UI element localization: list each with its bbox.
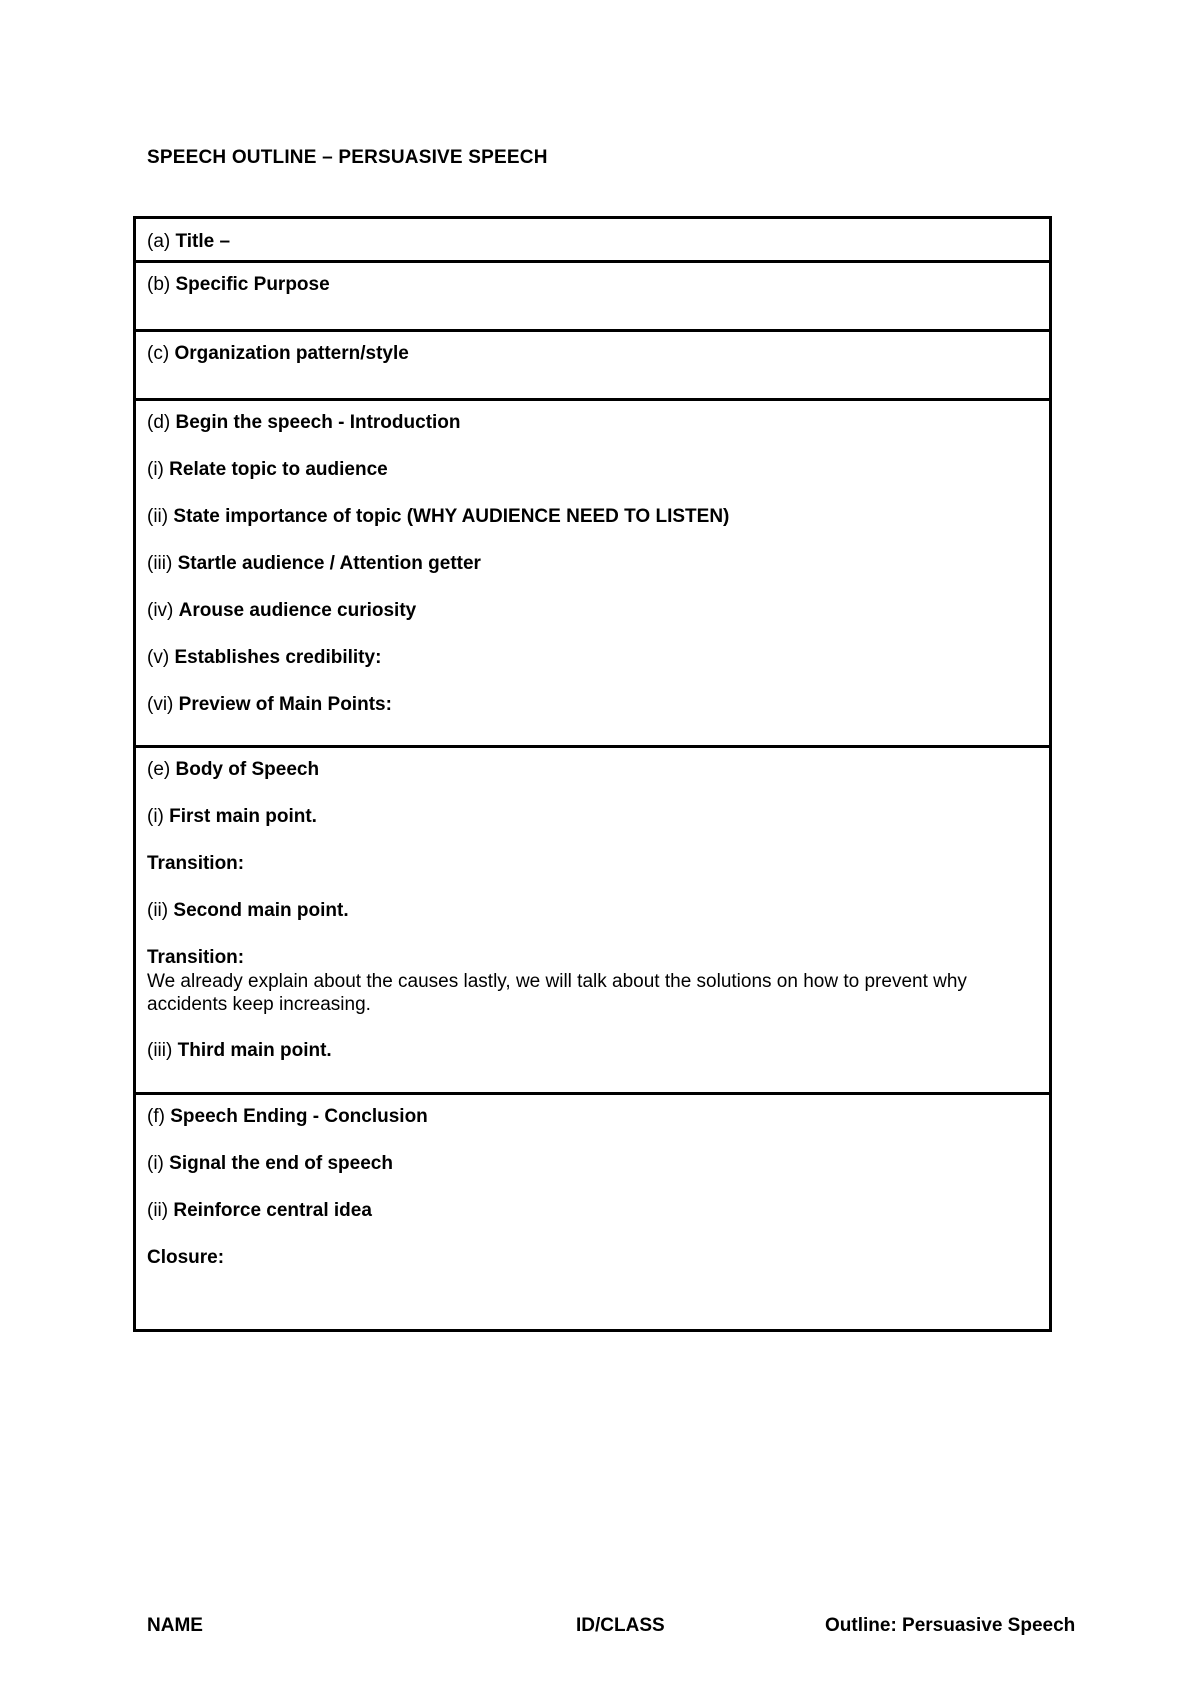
- conclusion-item-prefix: (ii): [147, 1200, 174, 1221]
- closure-text: Closure:: [147, 1247, 225, 1268]
- intro-item-label: Relate topic to audience: [169, 459, 388, 480]
- introduction-item: [147, 505, 1039, 529]
- document-title: SPEECH OUTLINE – PERSUASIVE SPEECH: [147, 147, 548, 168]
- intro-item-prefix: (iii): [147, 553, 178, 574]
- intro-item-prefix: (ii): [147, 506, 174, 527]
- introduction-item: [147, 693, 1039, 717]
- introduction-item: [147, 599, 1039, 623]
- intro-item-label: Establishes credibility:: [174, 647, 382, 668]
- first-point-label: First main point.: [169, 806, 317, 827]
- third-point-label: Third main point.: [177, 1040, 332, 1061]
- title-cell[interactable]: [135, 218, 1051, 262]
- row-specific-purpose: [135, 262, 1051, 331]
- first-point-prefix: (i): [147, 806, 170, 827]
- specific-purpose-cell[interactable]: [135, 262, 1051, 331]
- introduction-item: [147, 458, 1039, 482]
- outline-table: [133, 216, 1052, 1332]
- conclusion-label: Speech Ending - Conclusion: [170, 1106, 428, 1127]
- conclusion-item-label: Reinforce central idea: [173, 1200, 372, 1221]
- row-introduction: [135, 400, 1051, 747]
- organization-pattern-cell[interactable]: [135, 331, 1051, 400]
- specific-purpose-label: Specific Purpose: [175, 274, 330, 295]
- intro-item-prefix: (vi): [147, 694, 179, 715]
- organization-pattern-prefix: (c): [147, 343, 175, 364]
- body-prefix: (e): [147, 759, 176, 780]
- first-main-point: [147, 805, 1039, 829]
- second-point-label: Second main point.: [173, 900, 349, 921]
- row-body-of-speech: [135, 747, 1051, 1094]
- conclusion-item-prefix: (i): [147, 1153, 170, 1174]
- title-line: [147, 230, 1039, 254]
- transition-1-label: Transition:: [147, 853, 245, 874]
- conclusion-cell[interactable]: [135, 1094, 1051, 1331]
- intro-item-label: State importance of topic (WHY AUDIENCE NEED TO LISTEN): [173, 506, 730, 527]
- second-main-point: [147, 899, 1039, 923]
- second-point-prefix: (ii): [147, 900, 174, 921]
- introduction-item: [147, 646, 1039, 670]
- transition-label: [147, 852, 1039, 876]
- body-label: Body of Speech: [175, 759, 320, 780]
- conclusion-prefix: (f): [147, 1106, 171, 1127]
- transition-label: [147, 946, 1039, 970]
- introduction-cell[interactable]: [135, 400, 1051, 747]
- footer-name: NAME: [147, 1615, 203, 1636]
- specific-purpose-prefix: (b): [147, 274, 176, 295]
- intro-item-prefix: (v): [147, 647, 175, 668]
- row-title: [135, 218, 1051, 262]
- row-conclusion: [135, 1094, 1051, 1331]
- intro-item-prefix: (i): [147, 459, 170, 480]
- body-of-speech-cell[interactable]: [135, 747, 1051, 1094]
- intro-item-label: Arouse audience curiosity: [178, 600, 417, 621]
- third-point-prefix: (iii): [147, 1040, 178, 1061]
- transition-2-label: Transition:: [147, 947, 245, 968]
- intro-item-prefix: (iv): [147, 600, 179, 621]
- organization-pattern-line: [147, 342, 1039, 366]
- body-heading: [147, 758, 1039, 782]
- closure-label: [147, 1246, 1039, 1270]
- specific-purpose-line: [147, 273, 1039, 297]
- row-organization-pattern: [135, 331, 1051, 400]
- conclusion-item-label: Signal the end of speech: [169, 1153, 393, 1174]
- title-label: Title –: [175, 231, 231, 252]
- introduction-item: [147, 552, 1039, 576]
- conclusion-item: [147, 1152, 1039, 1176]
- third-main-point: [147, 1039, 1039, 1063]
- intro-item-label: Startle audience / Attention getter: [177, 553, 481, 574]
- intro-item-label: Preview of Main Points:: [178, 694, 392, 715]
- title-prefix: (a): [147, 231, 176, 252]
- transition-text: We already explain about the causes lastly, we will talk about the solutions on how to prevent why accidents keep increasing.: [147, 971, 967, 1015]
- introduction-heading: [147, 411, 1039, 435]
- footer-id-class: ID/CLASS: [576, 1615, 665, 1636]
- conclusion-heading: [147, 1105, 1039, 1129]
- introduction-prefix: (d): [147, 412, 176, 433]
- footer-outline-type: Outline: Persuasive Speech: [825, 1615, 1076, 1636]
- organization-pattern-label: Organization pattern/style: [174, 343, 409, 364]
- introduction-label: Begin the speech - Introduction: [175, 412, 461, 433]
- conclusion-item: [147, 1199, 1039, 1223]
